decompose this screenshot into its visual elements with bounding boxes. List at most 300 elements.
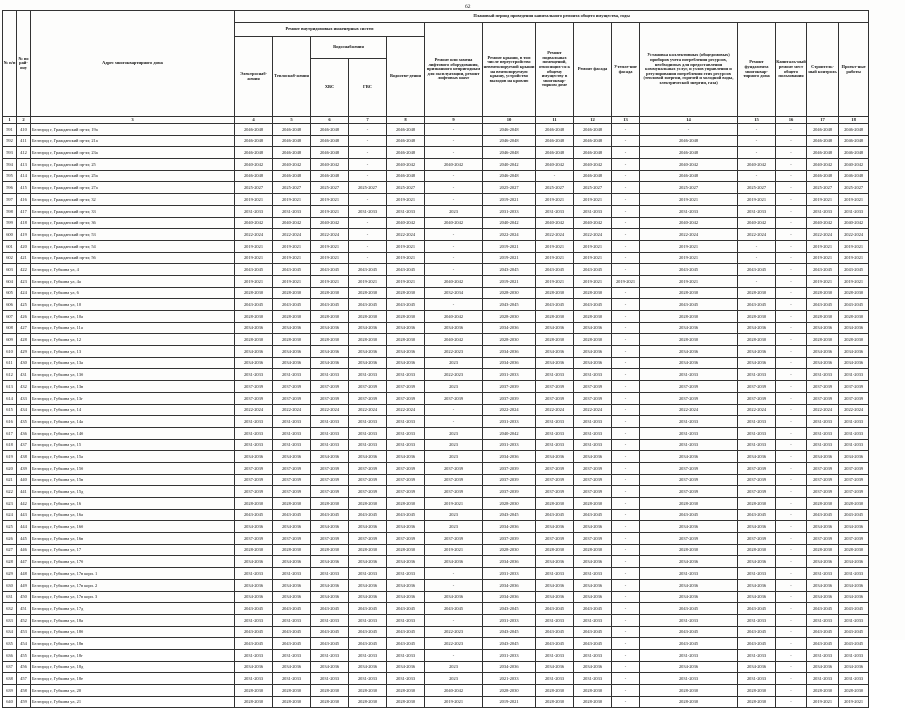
table-cell: 2034-2036: [574, 322, 612, 334]
table-cell: 2034-2036: [311, 346, 349, 358]
table-cell: 630: [3, 579, 17, 591]
table-cell: 2046-2048: [311, 135, 349, 147]
table-cell: -: [612, 568, 640, 580]
table-cell: 592: [3, 135, 17, 147]
table-cell: -: [776, 357, 807, 369]
table-cell: 2022-2023: [425, 369, 483, 381]
table-cell: 2040-2042: [273, 217, 311, 229]
table-cell: 2031-2033: [738, 427, 776, 439]
table-cell: 2031-2033: [235, 427, 273, 439]
table-cell: 424: [17, 287, 31, 299]
table-cell: 2019-2021: [235, 240, 273, 252]
table-cell: 614: [3, 392, 17, 404]
table-cell: 2037-2039: [349, 486, 387, 498]
table-cell: 2037-2039: [349, 474, 387, 486]
table-cell: 2031-2033: [574, 439, 612, 451]
table-cell: 2028-2030: [807, 334, 839, 346]
table-cell: 623: [3, 498, 17, 510]
table-cell: 2034-2036: [839, 661, 869, 673]
table-cell: 2034-2036: [425, 556, 483, 568]
address-cell: Белгород г, Гражданский пр-кт, 19а: [31, 124, 235, 136]
table-cell: 2037-2039: [839, 462, 869, 474]
table-cell: 2023: [425, 673, 483, 685]
table-cell: 2043-2045: [387, 509, 425, 521]
table-cell: 2019-2021: [536, 194, 574, 206]
table-cell: 2043-2045: [807, 264, 839, 276]
table-cell: -: [612, 392, 640, 404]
table-cell: 2025-2027: [839, 182, 869, 194]
address-cell: Белгород г, Гражданский пр-кт, 27а: [31, 182, 235, 194]
table-cell: 2031-2033: [640, 369, 738, 381]
table-cell: 2028-2030: [536, 685, 574, 697]
table-cell: 2034-2036: [807, 357, 839, 369]
table-cell: 2037-2039: [311, 474, 349, 486]
table-cell: 616: [3, 416, 17, 428]
table-cell: 2031-2033: [311, 568, 349, 580]
table-cell: 2019-2021: [483, 240, 536, 252]
table-cell: -: [612, 427, 640, 439]
table-cell: -: [612, 299, 640, 311]
table-cell: 2031-2033: [387, 205, 425, 217]
table-cell: 2040-2042: [425, 685, 483, 697]
table-cell: 2034-2036: [387, 591, 425, 603]
table-cell: 2028-2030: [235, 544, 273, 556]
table-cell: 638: [3, 673, 17, 685]
table-cell: 2034-2036: [738, 661, 776, 673]
table-cell: 2028-2030: [738, 544, 776, 556]
table-cell: 2037-2039: [536, 533, 574, 545]
table-cell: 2031-2033: [807, 205, 839, 217]
table-cell: 2037-2039: [574, 381, 612, 393]
table-cell: 620: [3, 462, 17, 474]
table-cell: 2046-2048: [387, 135, 425, 147]
table-cell: 2028-2030: [738, 334, 776, 346]
table-cell: 639: [3, 685, 17, 697]
table-cell: 2019-2021: [839, 696, 869, 708]
address-cell: Белгород г, Губкина ул, 4: [31, 264, 235, 276]
table-cell: 2028-2030: [807, 287, 839, 299]
table-cell: -: [612, 381, 640, 393]
table-cell: 2040-2042: [574, 159, 612, 171]
table-row: [3, 509, 869, 521]
table-cell: 2019-2021: [387, 275, 425, 287]
table-cell: 2019-2021: [839, 252, 869, 264]
table-cell: -: [349, 135, 387, 147]
table-cell: 2034-2036: [273, 521, 311, 533]
table-cell: -: [738, 147, 776, 159]
table-cell: 455: [17, 649, 31, 661]
table-cell: 2028-2030: [273, 498, 311, 510]
table-cell: -: [349, 217, 387, 229]
table-cell: 2046-2048: [536, 135, 574, 147]
table-cell: 2031-2033: [311, 427, 349, 439]
table-cell: 450: [17, 591, 31, 603]
table-cell: 2028-2030: [387, 696, 425, 708]
table-cell: -: [612, 346, 640, 358]
table-cell: 432: [17, 381, 31, 393]
table-cell: 2031-2033: [574, 673, 612, 685]
table-cell: 2034-2036: [235, 322, 273, 334]
table-cell: 612: [3, 369, 17, 381]
table-cell: 2022-2024: [387, 229, 425, 241]
table-cell: 596: [3, 182, 17, 194]
address-cell: Белгород г, Губкина ул, 17в корп. 2: [31, 579, 235, 591]
table-cell: 2043-2045: [839, 509, 869, 521]
table-cell: 2034-2036: [235, 357, 273, 369]
table-cell: -: [776, 474, 807, 486]
table-cell: 419: [17, 229, 31, 241]
table-header: [3, 11, 869, 124]
header-engineering-systems: Ремонт внутридомовых инженерных систем: [235, 23, 425, 37]
table-cell: 2043-2045: [349, 638, 387, 650]
table-cell: 2034-2036: [738, 357, 776, 369]
table-cell: 2040-2042: [738, 217, 776, 229]
table-cell: 2031-2033: [640, 568, 738, 580]
table-cell: 2043-2045: [311, 626, 349, 638]
table-cell: 2028-2030: [235, 498, 273, 510]
table-cell: 2034-2036: [311, 591, 349, 603]
table-cell: 2031-2033: [483, 614, 536, 626]
table-cell: 2031-2033: [574, 416, 612, 428]
table-cell: 2034-2036: [536, 451, 574, 463]
table-cell: 2037-2039: [311, 486, 349, 498]
table-cell: 2025-2027: [483, 182, 536, 194]
table-cell: 2019-2021: [425, 696, 483, 708]
table-cell: 607: [3, 311, 17, 323]
table-cell: 2019-2021: [536, 240, 574, 252]
table-cell: 2037-2039: [387, 486, 425, 498]
column-number: 16: [776, 117, 807, 124]
column-number: 13: [612, 117, 640, 124]
table-cell: 2034-2036: [640, 591, 738, 603]
table-cell: 2022-2023: [425, 626, 483, 638]
table-cell: 2034-2036: [387, 556, 425, 568]
table-cell: 632: [3, 603, 17, 615]
table-cell: 2037-2039: [738, 533, 776, 545]
table-cell: 2037-2039: [273, 474, 311, 486]
table-cell: 2037-2039: [483, 462, 536, 474]
table-cell: 2046-2048: [536, 124, 574, 136]
address-cell: Белгород г, Губкина ул, 14: [31, 404, 235, 416]
table-cell: 2034-2036: [807, 451, 839, 463]
table-cell: 2023: [425, 357, 483, 369]
table-cell: 2034-2036: [536, 591, 574, 603]
table-cell: 2034-2036: [738, 322, 776, 334]
table-cell: 2028-2030: [311, 685, 349, 697]
table-cell: 2028-2030: [235, 696, 273, 708]
table-cell: 2034-2036: [483, 357, 536, 369]
table-cell: 2034-2036: [349, 357, 387, 369]
address-cell: Белгород г, Губкина ул, 18д: [31, 661, 235, 673]
table-cell: 2031-2033: [839, 439, 869, 451]
table-cell: 2043-2045: [387, 638, 425, 650]
table-cell: 2028-2030: [807, 498, 839, 510]
table-cell: 2037-2039: [387, 474, 425, 486]
table-cell: 2025-2027: [387, 182, 425, 194]
table-cell: 609: [3, 334, 17, 346]
table-cell: 2037-2039: [640, 462, 738, 474]
table-cell: 2028-2030: [387, 311, 425, 323]
table-cell: 2037-2039: [387, 533, 425, 545]
table-cell: 2022-2024: [235, 229, 273, 241]
table-cell: 2043-2045: [839, 299, 869, 311]
table-cell: 2034-2036: [425, 591, 483, 603]
table-cell: 2043-2045: [483, 603, 536, 615]
table-cell: 2037-2039: [807, 392, 839, 404]
table-cell: 2019-2021: [640, 194, 738, 206]
table-cell: 2019-2021: [235, 194, 273, 206]
address-cell: Белгород г, Губкина ул, 15д: [31, 486, 235, 498]
table-cell: -: [612, 462, 640, 474]
table-cell: 2025-2027: [574, 182, 612, 194]
table-cell: 2019-2021: [311, 205, 349, 217]
table-cell: 2031-2033: [839, 427, 869, 439]
table-cell: 2046-2048: [311, 147, 349, 159]
table-cell: 2034-2036: [839, 521, 869, 533]
table-cell: 2031-2033: [807, 614, 839, 626]
table-cell: 2037-2039: [536, 474, 574, 486]
table-cell: 2034-2036: [839, 579, 869, 591]
table-cell: 2037-2039: [807, 462, 839, 474]
address-cell: Белгород г, Гражданский пр-кт, 53: [31, 229, 235, 241]
table-cell: 2034-2036: [839, 357, 869, 369]
table-cell: 412: [17, 147, 31, 159]
table-cell: 2034-2036: [273, 451, 311, 463]
table-cell: 433: [17, 392, 31, 404]
column-number: 9: [425, 117, 483, 124]
table-cell: 608: [3, 322, 17, 334]
table-cell: 2043-2045: [536, 299, 574, 311]
table-cell: -: [612, 159, 640, 171]
table-cell: 2028-2030: [349, 685, 387, 697]
table-cell: -: [536, 170, 574, 182]
table-cell: 2028-2030: [640, 696, 738, 708]
table-cell: 2037-2039: [349, 392, 387, 404]
table-cell: -: [612, 369, 640, 381]
table-cell: 2037-2039: [807, 381, 839, 393]
table-cell: 2037-2039: [839, 392, 869, 404]
table-cell: 628: [3, 556, 17, 568]
table-cell: 2019-2021: [483, 194, 536, 206]
table-cell: 2046-2048: [640, 135, 738, 147]
table-cell: 2043-2045: [273, 299, 311, 311]
table-cell: 2037-2039: [640, 392, 738, 404]
table-cell: 2031-2033: [273, 673, 311, 685]
table-cell: 2040-2042: [235, 159, 273, 171]
address-cell: Белгород г, Гражданский пр-кт, 33: [31, 205, 235, 217]
table-cell: 2034-2036: [273, 346, 311, 358]
table-cell: 2019-2021: [273, 275, 311, 287]
table-cell: 2022-2024: [807, 404, 839, 416]
table-cell: 2046-2048: [273, 147, 311, 159]
table-cell: 2028-2030: [311, 311, 349, 323]
table-cell: 2043-2045: [640, 299, 738, 311]
table-cell: 2031-2033: [235, 673, 273, 685]
table-cell: 2037-2039: [574, 474, 612, 486]
table-cell: -: [776, 287, 807, 299]
table-cell: 2046-2048: [483, 147, 536, 159]
table-cell: 613: [3, 381, 17, 393]
address-cell: Белгород г, Губкина ул, 18б: [31, 626, 235, 638]
table-cell: -: [612, 533, 640, 545]
table-cell: 2043-2045: [574, 299, 612, 311]
table-cell: -: [612, 439, 640, 451]
table-cell: -: [425, 182, 483, 194]
table-cell: 2043-2045: [349, 509, 387, 521]
table-cell: 2034-2036: [273, 357, 311, 369]
table-cell: 2028-2030: [536, 334, 574, 346]
table-cell: 2046-2048: [574, 124, 612, 136]
table-cell: 2034-2036: [640, 357, 738, 369]
table-cell: 2034-2036: [738, 451, 776, 463]
table-cell: 2028-2030: [640, 498, 738, 510]
table-cell: 2019-2021: [425, 498, 483, 510]
table-cell: 411: [17, 135, 31, 147]
table-cell: -: [738, 170, 776, 182]
table-cell: 627: [3, 544, 17, 556]
table-cell: 425: [17, 299, 31, 311]
table-cell: 2019-2021: [574, 194, 612, 206]
table-cell: 2022-2024: [311, 229, 349, 241]
table-cell: 2022-2024: [483, 404, 536, 416]
table-cell: -: [776, 392, 807, 404]
table-cell: 2034-2036: [311, 357, 349, 369]
table-cell: 2023: [425, 521, 483, 533]
table-cell: 2037-2039: [536, 462, 574, 474]
table-cell: 2034-2036: [349, 521, 387, 533]
table-cell: 2037-2039: [839, 474, 869, 486]
table-cell: 2031-2033: [235, 568, 273, 580]
table-cell: 2043-2045: [349, 299, 387, 311]
table-cell: 2031-2033: [273, 205, 311, 217]
table-cell: 2040-2042: [235, 217, 273, 229]
table-cell: 2031-2033: [349, 439, 387, 451]
table-cell: 2034-2036: [235, 579, 273, 591]
table-cell: 2034-2036: [640, 322, 738, 334]
table-cell: 2037-2039: [349, 533, 387, 545]
table-cell: 2040-2042: [425, 275, 483, 287]
table-cell: 2040-2042: [574, 217, 612, 229]
table-cell: 457: [17, 673, 31, 685]
table-cell: 2031-2033: [483, 649, 536, 661]
table-cell: 2028-2030: [574, 287, 612, 299]
table-cell: 2022-2024: [640, 229, 738, 241]
table-cell: 2028-2030: [273, 696, 311, 708]
table-cell: 2046-2048: [839, 124, 869, 136]
table-cell: 2019-2021: [273, 194, 311, 206]
table-cell: 629: [3, 568, 17, 580]
table-cell: 2034-2036: [536, 556, 574, 568]
table-cell: 2022-2024: [738, 229, 776, 241]
table-cell: 2031-2033: [311, 614, 349, 626]
table-cell: 2046-2048: [839, 170, 869, 182]
address-cell: Белгород г, Губкина ул, 17в корп. 1: [31, 568, 235, 580]
table-cell: 2031-2033: [387, 439, 425, 451]
table-cell: 2031-2033: [536, 568, 574, 580]
table-cell: 2034-2036: [387, 322, 425, 334]
table-cell: -: [776, 673, 807, 685]
table-cell: 2034-2036: [235, 661, 273, 673]
table-cell: -: [776, 264, 807, 276]
table-cell: -: [776, 603, 807, 615]
table-cell: 2034-2036: [483, 322, 536, 334]
table-cell: -: [612, 521, 640, 533]
header-address: Адрес многоквартирного дома: [31, 11, 235, 117]
table-cell: 2028-2030: [640, 544, 738, 556]
table-cell: 2043-2045: [807, 509, 839, 521]
table-cell: 2028-2030: [738, 287, 776, 299]
table-row: [3, 205, 869, 217]
table-cell: 2043-2045: [574, 626, 612, 638]
table-cell: -: [425, 124, 483, 136]
table-cell: 2034-2036: [349, 556, 387, 568]
table-cell: 2031-2033: [311, 369, 349, 381]
table-cell: 2019-2021: [807, 252, 839, 264]
table-cell: 2028-2030: [311, 498, 349, 510]
table-cell: 2028-2030: [235, 334, 273, 346]
table-cell: 2040-2042: [839, 159, 869, 171]
table-row: [3, 124, 869, 136]
table-cell: 2037-2039: [387, 381, 425, 393]
table-cell: 2028-2030: [807, 311, 839, 323]
table-cell: -: [612, 649, 640, 661]
table-cell: -: [776, 252, 807, 264]
table-cell: 2028-2030: [387, 498, 425, 510]
table-row: [3, 275, 869, 287]
table-cell: 2034-2036: [387, 661, 425, 673]
table-cell: -: [776, 568, 807, 580]
table-cell: 2037-2039: [483, 486, 536, 498]
table-cell: 2031-2033: [273, 416, 311, 428]
table-cell: 2031-2033: [387, 369, 425, 381]
table-cell: 2043-2045: [574, 603, 612, 615]
table-cell: -: [776, 638, 807, 650]
table-cell: 2022-2024: [574, 229, 612, 241]
table-cell: 2025-2027: [738, 182, 776, 194]
table-cell: -: [349, 252, 387, 264]
column-number: 12: [574, 117, 612, 124]
table-cell: 2043-2045: [483, 299, 536, 311]
table-cell: 2031-2033: [738, 614, 776, 626]
table-row: [3, 556, 869, 568]
table-cell: -: [776, 649, 807, 661]
table-cell: 2028-2030: [483, 311, 536, 323]
table-cell: 2019-2021: [574, 252, 612, 264]
table-cell: 626: [3, 533, 17, 545]
table-cell: -: [612, 544, 640, 556]
address-cell: Белгород г, Гражданский пр-кт, 36: [31, 217, 235, 229]
table-cell: 2031-2033: [807, 568, 839, 580]
table-cell: 2043-2045: [387, 264, 425, 276]
table-cell: 2031-2033: [235, 649, 273, 661]
column-number-row: [3, 117, 869, 124]
address-cell: Белгород г, Губкина ул, 6: [31, 287, 235, 299]
table-cell: -: [612, 661, 640, 673]
address-cell: Белгород г, Губкина ул, 15: [31, 439, 235, 451]
address-cell: Белгород г, Губкина ул, 10а: [31, 311, 235, 323]
table-cell: 2022-2024: [839, 404, 869, 416]
table-cell: 2025-2027: [536, 182, 574, 194]
table-cell: 2031-2033: [483, 205, 536, 217]
table-cell: 2046-2048: [311, 170, 349, 182]
table-cell: 2031-2033: [807, 439, 839, 451]
table-cell: 456: [17, 661, 31, 673]
table-row: [3, 299, 869, 311]
table-cell: 447: [17, 556, 31, 568]
table-row: [3, 357, 869, 369]
table-cell: 2031-2033: [839, 614, 869, 626]
table-cell: 2034-2036: [839, 591, 869, 603]
